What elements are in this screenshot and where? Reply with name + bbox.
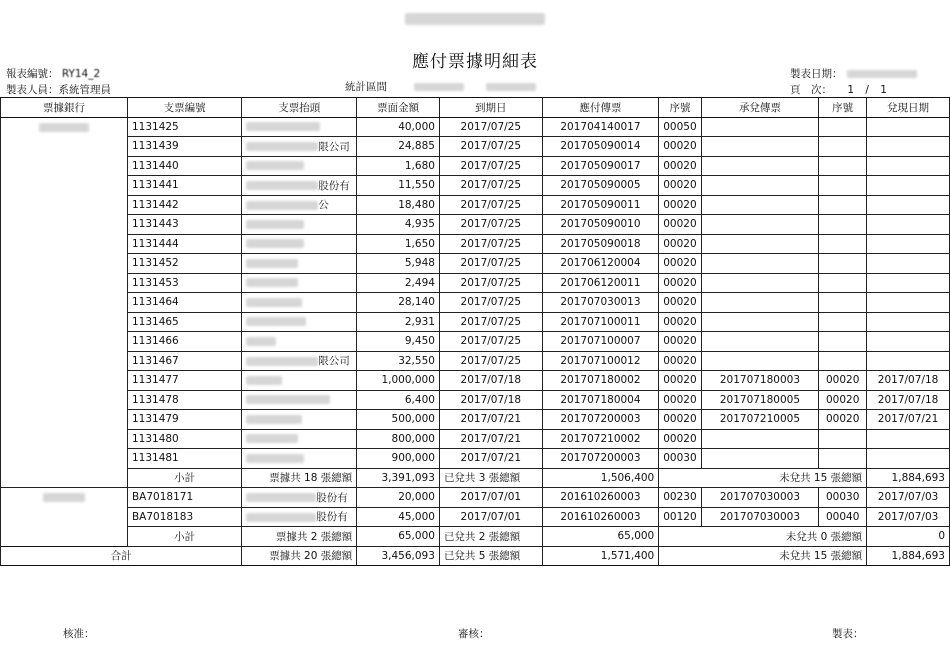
payable-voucher: 201706120004: [542, 254, 659, 274]
subtotal-row: [1, 468, 950, 488]
acceptance-voucher: 201707180005: [701, 390, 819, 410]
face-amount: 24,885: [357, 137, 440, 157]
check-number: 1131444: [127, 234, 241, 254]
payable-voucher: 201707100007: [542, 332, 659, 352]
cash-date: [867, 215, 950, 235]
check-number: 1131443: [127, 215, 241, 235]
table-row: [1, 117, 950, 137]
due-date: 2017/07/21: [439, 410, 542, 430]
face-amount: 1,000,000: [357, 371, 440, 391]
payee-suffix: 股份有: [316, 491, 348, 504]
approve-signature: 核准：: [63, 628, 95, 640]
voucher-seq: 00020: [659, 156, 701, 176]
report-number: 報表編號： RY14_2: [6, 68, 101, 80]
acceptance-seq: [819, 449, 867, 469]
cash-date: 2017/07/21: [867, 410, 950, 430]
bank-cell: [1, 312, 128, 332]
acceptance-seq: [819, 117, 867, 137]
due-date: 2017/07/01: [439, 488, 542, 508]
payable-voucher: 201705090011: [542, 195, 659, 215]
check-payee: [242, 273, 357, 293]
bank-cell: [1, 176, 128, 196]
cash-date: [867, 137, 950, 157]
acceptance-seq: [819, 312, 867, 332]
cash-date: [867, 117, 950, 137]
table-row: [1, 488, 950, 508]
cash-date: [867, 234, 950, 254]
table-row: [1, 176, 950, 196]
acceptance-voucher: [701, 449, 819, 469]
table-row: [1, 254, 950, 274]
cash-date: [867, 156, 950, 176]
acceptance-voucher: [701, 254, 819, 274]
bank-cell: [1, 410, 128, 430]
acceptance-seq: [819, 195, 867, 215]
acceptance-voucher: [701, 273, 819, 293]
bank-cell: [1, 117, 128, 137]
table-row: [1, 410, 950, 430]
statistics-period: 統計區間: [345, 79, 536, 94]
voucher-seq: 00020: [659, 215, 701, 235]
check-payee: [242, 215, 357, 235]
acceptance-seq: 00020: [819, 371, 867, 391]
acceptance-voucher: [701, 332, 819, 352]
bank-cell: [1, 507, 128, 527]
payable-voucher: 201707100011: [542, 312, 659, 332]
due-date: 2017/07/25: [439, 273, 542, 293]
page-number: 頁 次： 1 / 1: [790, 84, 887, 96]
bank-cell: [1, 371, 128, 391]
voucher-seq: 00020: [659, 312, 701, 332]
table-header: [1, 98, 950, 118]
column-header: 兌現日期: [867, 98, 950, 118]
column-header: 序號: [659, 98, 701, 118]
check-number: 1131481: [127, 449, 241, 469]
cash-date: [867, 429, 950, 449]
company-name: [400, 8, 550, 27]
cash-date: [867, 351, 950, 371]
check-payee: [242, 176, 357, 196]
bank-cell: [1, 293, 128, 313]
acceptance-voucher: [701, 293, 819, 313]
subtotal-amount: 3,391,093: [357, 468, 440, 488]
payee-suffix: 限公司: [318, 355, 350, 368]
check-number: 1131477: [127, 371, 241, 391]
face-amount: 32,550: [357, 351, 440, 371]
voucher-seq: 00020: [659, 410, 701, 430]
payable-voucher: 201707200003: [542, 410, 659, 430]
due-date: 2017/07/25: [439, 234, 542, 254]
cash-date: [867, 449, 950, 469]
due-date: 2017/07/18: [439, 371, 542, 391]
face-amount: 1,680: [357, 156, 440, 176]
bank-cell: [1, 156, 128, 176]
total-amount: 3,456,093: [357, 546, 440, 566]
subtotal-unpaid: 1,884,693: [867, 468, 950, 488]
acceptance-voucher: 201707180003: [701, 371, 819, 391]
subtotal-label: 小計: [127, 468, 241, 488]
bank-cell: [1, 273, 128, 293]
table-row: [1, 156, 950, 176]
payable-voucher: 201707210002: [542, 429, 659, 449]
face-amount: 800,000: [357, 429, 440, 449]
check-payee: [242, 234, 357, 254]
check-number: 1131440: [127, 156, 241, 176]
face-amount: 40,000: [357, 117, 440, 137]
check-payee: [242, 429, 357, 449]
cash-date: [867, 273, 950, 293]
acceptance-seq: 00030: [819, 488, 867, 508]
due-date: 2017/07/25: [439, 137, 542, 157]
payable-voucher: 201707200003: [542, 449, 659, 469]
voucher-seq: 00020: [659, 429, 701, 449]
subtotal-unpaid-label: 未兌共 0 張總額: [659, 527, 867, 547]
column-header: 票據銀行: [1, 98, 128, 118]
due-date: 2017/07/25: [439, 195, 542, 215]
payable-voucher: 201707180004: [542, 390, 659, 410]
payee-suffix: 股份有: [316, 511, 348, 524]
bank-cell: [1, 488, 128, 508]
face-amount: 2,931: [357, 312, 440, 332]
face-amount: 11,550: [357, 176, 440, 196]
subtotal-count: 票據共 18 張總額: [242, 468, 357, 488]
subtotal-amount: 65,000: [357, 527, 440, 547]
table-row: [1, 449, 950, 469]
voucher-seq: 00020: [659, 293, 701, 313]
bank-cell: [1, 332, 128, 352]
subtotal-label: 小計: [127, 527, 241, 547]
table-row: [1, 293, 950, 313]
check-payee: [242, 156, 357, 176]
table-row: [1, 137, 950, 157]
column-header: 應付傳票: [542, 98, 659, 118]
report-maker: 製表人員：系統管理員: [6, 84, 111, 96]
acceptance-seq: [819, 156, 867, 176]
payee-suffix: 限公司: [318, 140, 350, 153]
check-number: 1131467: [127, 351, 241, 371]
check-payee: [242, 293, 357, 313]
check-number: 1131441: [127, 176, 241, 196]
voucher-seq: 00020: [659, 137, 701, 157]
acceptance-seq: 00020: [819, 390, 867, 410]
face-amount: 2,494: [357, 273, 440, 293]
total-unpaid: 1,884,693: [867, 546, 950, 566]
acceptance-voucher: [701, 215, 819, 235]
cash-date: [867, 254, 950, 274]
acceptance-seq: 00020: [819, 410, 867, 430]
bank-cell: [1, 195, 128, 215]
face-amount: 28,140: [357, 293, 440, 313]
voucher-seq: 00020: [659, 351, 701, 371]
review-signature: 審核：: [458, 628, 490, 640]
acceptance-seq: [819, 293, 867, 313]
payable-voucher: 201707100012: [542, 351, 659, 371]
voucher-seq: 00120: [659, 507, 701, 527]
acceptance-seq: [819, 137, 867, 157]
total-unpaid-label: 未兌共 15 張總額: [659, 546, 867, 566]
bank-cell: [1, 468, 128, 488]
subtotal-paid: 65,000: [542, 527, 659, 547]
bank-cell: [1, 351, 128, 371]
check-number: 1131453: [127, 273, 241, 293]
print-date: 製表日期：: [790, 66, 917, 81]
face-amount: 5,948: [357, 254, 440, 274]
grand-total-row: [1, 546, 950, 566]
check-payee: [242, 371, 357, 391]
check-payee: [242, 351, 357, 371]
bank-cell: [1, 234, 128, 254]
check-number: 1131465: [127, 312, 241, 332]
table-row: [1, 215, 950, 235]
table-row: [1, 429, 950, 449]
check-payee: [242, 312, 357, 332]
voucher-seq: 00050: [659, 117, 701, 137]
column-header: 支票編號: [127, 98, 241, 118]
due-date: 2017/07/25: [439, 176, 542, 196]
face-amount: 500,000: [357, 410, 440, 430]
acceptance-voucher: 201707210005: [701, 410, 819, 430]
column-header: 承兌傳票: [701, 98, 819, 118]
face-amount: 18,480: [357, 195, 440, 215]
subtotal-count: 票據共 2 張總額: [242, 527, 357, 547]
bank-cell: [1, 137, 128, 157]
due-date: 2017/07/25: [439, 215, 542, 235]
table-row: [1, 507, 950, 527]
face-amount: 6,400: [357, 390, 440, 410]
cash-date: [867, 195, 950, 215]
table-row: [1, 195, 950, 215]
acceptance-seq: [819, 332, 867, 352]
check-payee: [242, 254, 357, 274]
acceptance-voucher: [701, 351, 819, 371]
acceptance-seq: [819, 273, 867, 293]
payable-voucher: 201707180002: [542, 371, 659, 391]
acceptance-seq: [819, 429, 867, 449]
due-date: 2017/07/18: [439, 390, 542, 410]
acceptance-voucher: [701, 195, 819, 215]
subtotal-paid-label: 已兌共 2 張總額: [439, 527, 542, 547]
subtotal-unpaid: 0: [867, 527, 950, 547]
acceptance-seq: [819, 215, 867, 235]
payable-notes-table: [0, 97, 950, 566]
cash-date: 2017/07/18: [867, 371, 950, 391]
voucher-seq: 00020: [659, 195, 701, 215]
payable-voucher: 201705090017: [542, 156, 659, 176]
column-header: 支票抬頭: [242, 98, 357, 118]
check-number: 1131480: [127, 429, 241, 449]
bank-cell: [1, 215, 128, 235]
check-number: 1131479: [127, 410, 241, 430]
due-date: 2017/07/25: [439, 254, 542, 274]
face-amount: 9,450: [357, 332, 440, 352]
check-payee: [242, 410, 357, 430]
payable-voucher: 201707030013: [542, 293, 659, 313]
due-date: 2017/07/25: [439, 293, 542, 313]
table-row: [1, 351, 950, 371]
check-payee: [242, 488, 357, 508]
check-number: 1131466: [127, 332, 241, 352]
subtotal-unpaid-label: 未兌共 15 張總額: [659, 468, 867, 488]
acceptance-voucher: [701, 312, 819, 332]
table-row: [1, 312, 950, 332]
payable-voucher: 201705090010: [542, 215, 659, 235]
column-header: 到期日: [439, 98, 542, 118]
subtotal-paid-label: 已兌共 3 張總額: [439, 468, 542, 488]
acceptance-voucher: 201707030003: [701, 488, 819, 508]
acceptance-seq: [819, 176, 867, 196]
due-date: 2017/07/25: [439, 312, 542, 332]
check-number: 1131439: [127, 137, 241, 157]
acceptance-seq: [819, 351, 867, 371]
column-header: 票面金額: [357, 98, 440, 118]
total-count: 票據共 20 張總額: [242, 546, 357, 566]
payable-voucher: 201706120011: [542, 273, 659, 293]
face-amount: 4,935: [357, 215, 440, 235]
total-paid: 1,571,400: [542, 546, 659, 566]
check-number: 1131478: [127, 390, 241, 410]
due-date: 2017/07/21: [439, 449, 542, 469]
due-date: 2017/07/25: [439, 351, 542, 371]
acceptance-seq: 00040: [819, 507, 867, 527]
payable-voucher: 201610260003: [542, 507, 659, 527]
acceptance-seq: [819, 234, 867, 254]
voucher-seq: 00020: [659, 371, 701, 391]
bank-cell: [1, 429, 128, 449]
check-number: BA7018183: [127, 507, 241, 527]
acceptance-voucher: 201707030003: [701, 507, 819, 527]
bank-cell: [1, 449, 128, 469]
subtotal-row: [1, 527, 950, 547]
voucher-seq: 00020: [659, 176, 701, 196]
voucher-seq: 00020: [659, 234, 701, 254]
payable-voucher: 201610260003: [542, 488, 659, 508]
check-payee: [242, 332, 357, 352]
maker-signature: 製表：: [832, 628, 864, 640]
check-payee: [242, 507, 357, 527]
check-payee: [242, 117, 357, 137]
cash-date: 2017/07/03: [867, 507, 950, 527]
table-row: [1, 273, 950, 293]
check-payee: [242, 449, 357, 469]
check-number: 1131464: [127, 293, 241, 313]
voucher-seq: 00030: [659, 449, 701, 469]
voucher-seq: 00020: [659, 273, 701, 293]
table-row: [1, 371, 950, 391]
acceptance-voucher: [701, 137, 819, 157]
acceptance-voucher: [701, 234, 819, 254]
bank-cell: [1, 254, 128, 274]
report-title: 應付票據明細表: [412, 52, 538, 72]
voucher-seq: 00020: [659, 390, 701, 410]
due-date: 2017/07/25: [439, 156, 542, 176]
acceptance-voucher: [701, 429, 819, 449]
cash-date: [867, 332, 950, 352]
face-amount: 900,000: [357, 449, 440, 469]
check-payee: [242, 390, 357, 410]
table-row: [1, 332, 950, 352]
cash-date: [867, 293, 950, 313]
voucher-seq: 00230: [659, 488, 701, 508]
cash-date: [867, 176, 950, 196]
face-amount: 45,000: [357, 507, 440, 527]
column-header: 序號: [819, 98, 867, 118]
acceptance-voucher: [701, 176, 819, 196]
check-payee: [242, 137, 357, 157]
payable-voucher: 201704140017: [542, 117, 659, 137]
face-amount: 1,650: [357, 234, 440, 254]
check-payee: [242, 195, 357, 215]
face-amount: 20,000: [357, 488, 440, 508]
total-paid-label: 已兌共 5 張總額: [439, 546, 542, 566]
cash-date: [867, 312, 950, 332]
cash-date: 2017/07/18: [867, 390, 950, 410]
bank-cell: [1, 527, 128, 547]
acceptance-voucher: [701, 117, 819, 137]
voucher-seq: 00020: [659, 332, 701, 352]
acceptance-voucher: [701, 156, 819, 176]
voucher-seq: 00020: [659, 254, 701, 274]
due-date: 2017/07/01: [439, 507, 542, 527]
payee-suffix: 公: [318, 199, 329, 212]
table-row: [1, 390, 950, 410]
due-date: 2017/07/25: [439, 117, 542, 137]
payee-suffix: 股份有: [318, 179, 350, 192]
payable-voucher: 201705090005: [542, 176, 659, 196]
bank-cell: [1, 390, 128, 410]
check-number: BA7018171: [127, 488, 241, 508]
check-number: 1131425: [127, 117, 241, 137]
check-number: 1131442: [127, 195, 241, 215]
cash-date: 2017/07/03: [867, 488, 950, 508]
check-number: 1131452: [127, 254, 241, 274]
subtotal-paid: 1,506,400: [542, 468, 659, 488]
due-date: 2017/07/21: [439, 429, 542, 449]
acceptance-seq: [819, 254, 867, 274]
due-date: 2017/07/25: [439, 332, 542, 352]
total-label: 合計: [1, 546, 242, 566]
table-row: [1, 234, 950, 254]
payable-voucher: 201705090014: [542, 137, 659, 157]
payable-voucher: 201705090018: [542, 234, 659, 254]
